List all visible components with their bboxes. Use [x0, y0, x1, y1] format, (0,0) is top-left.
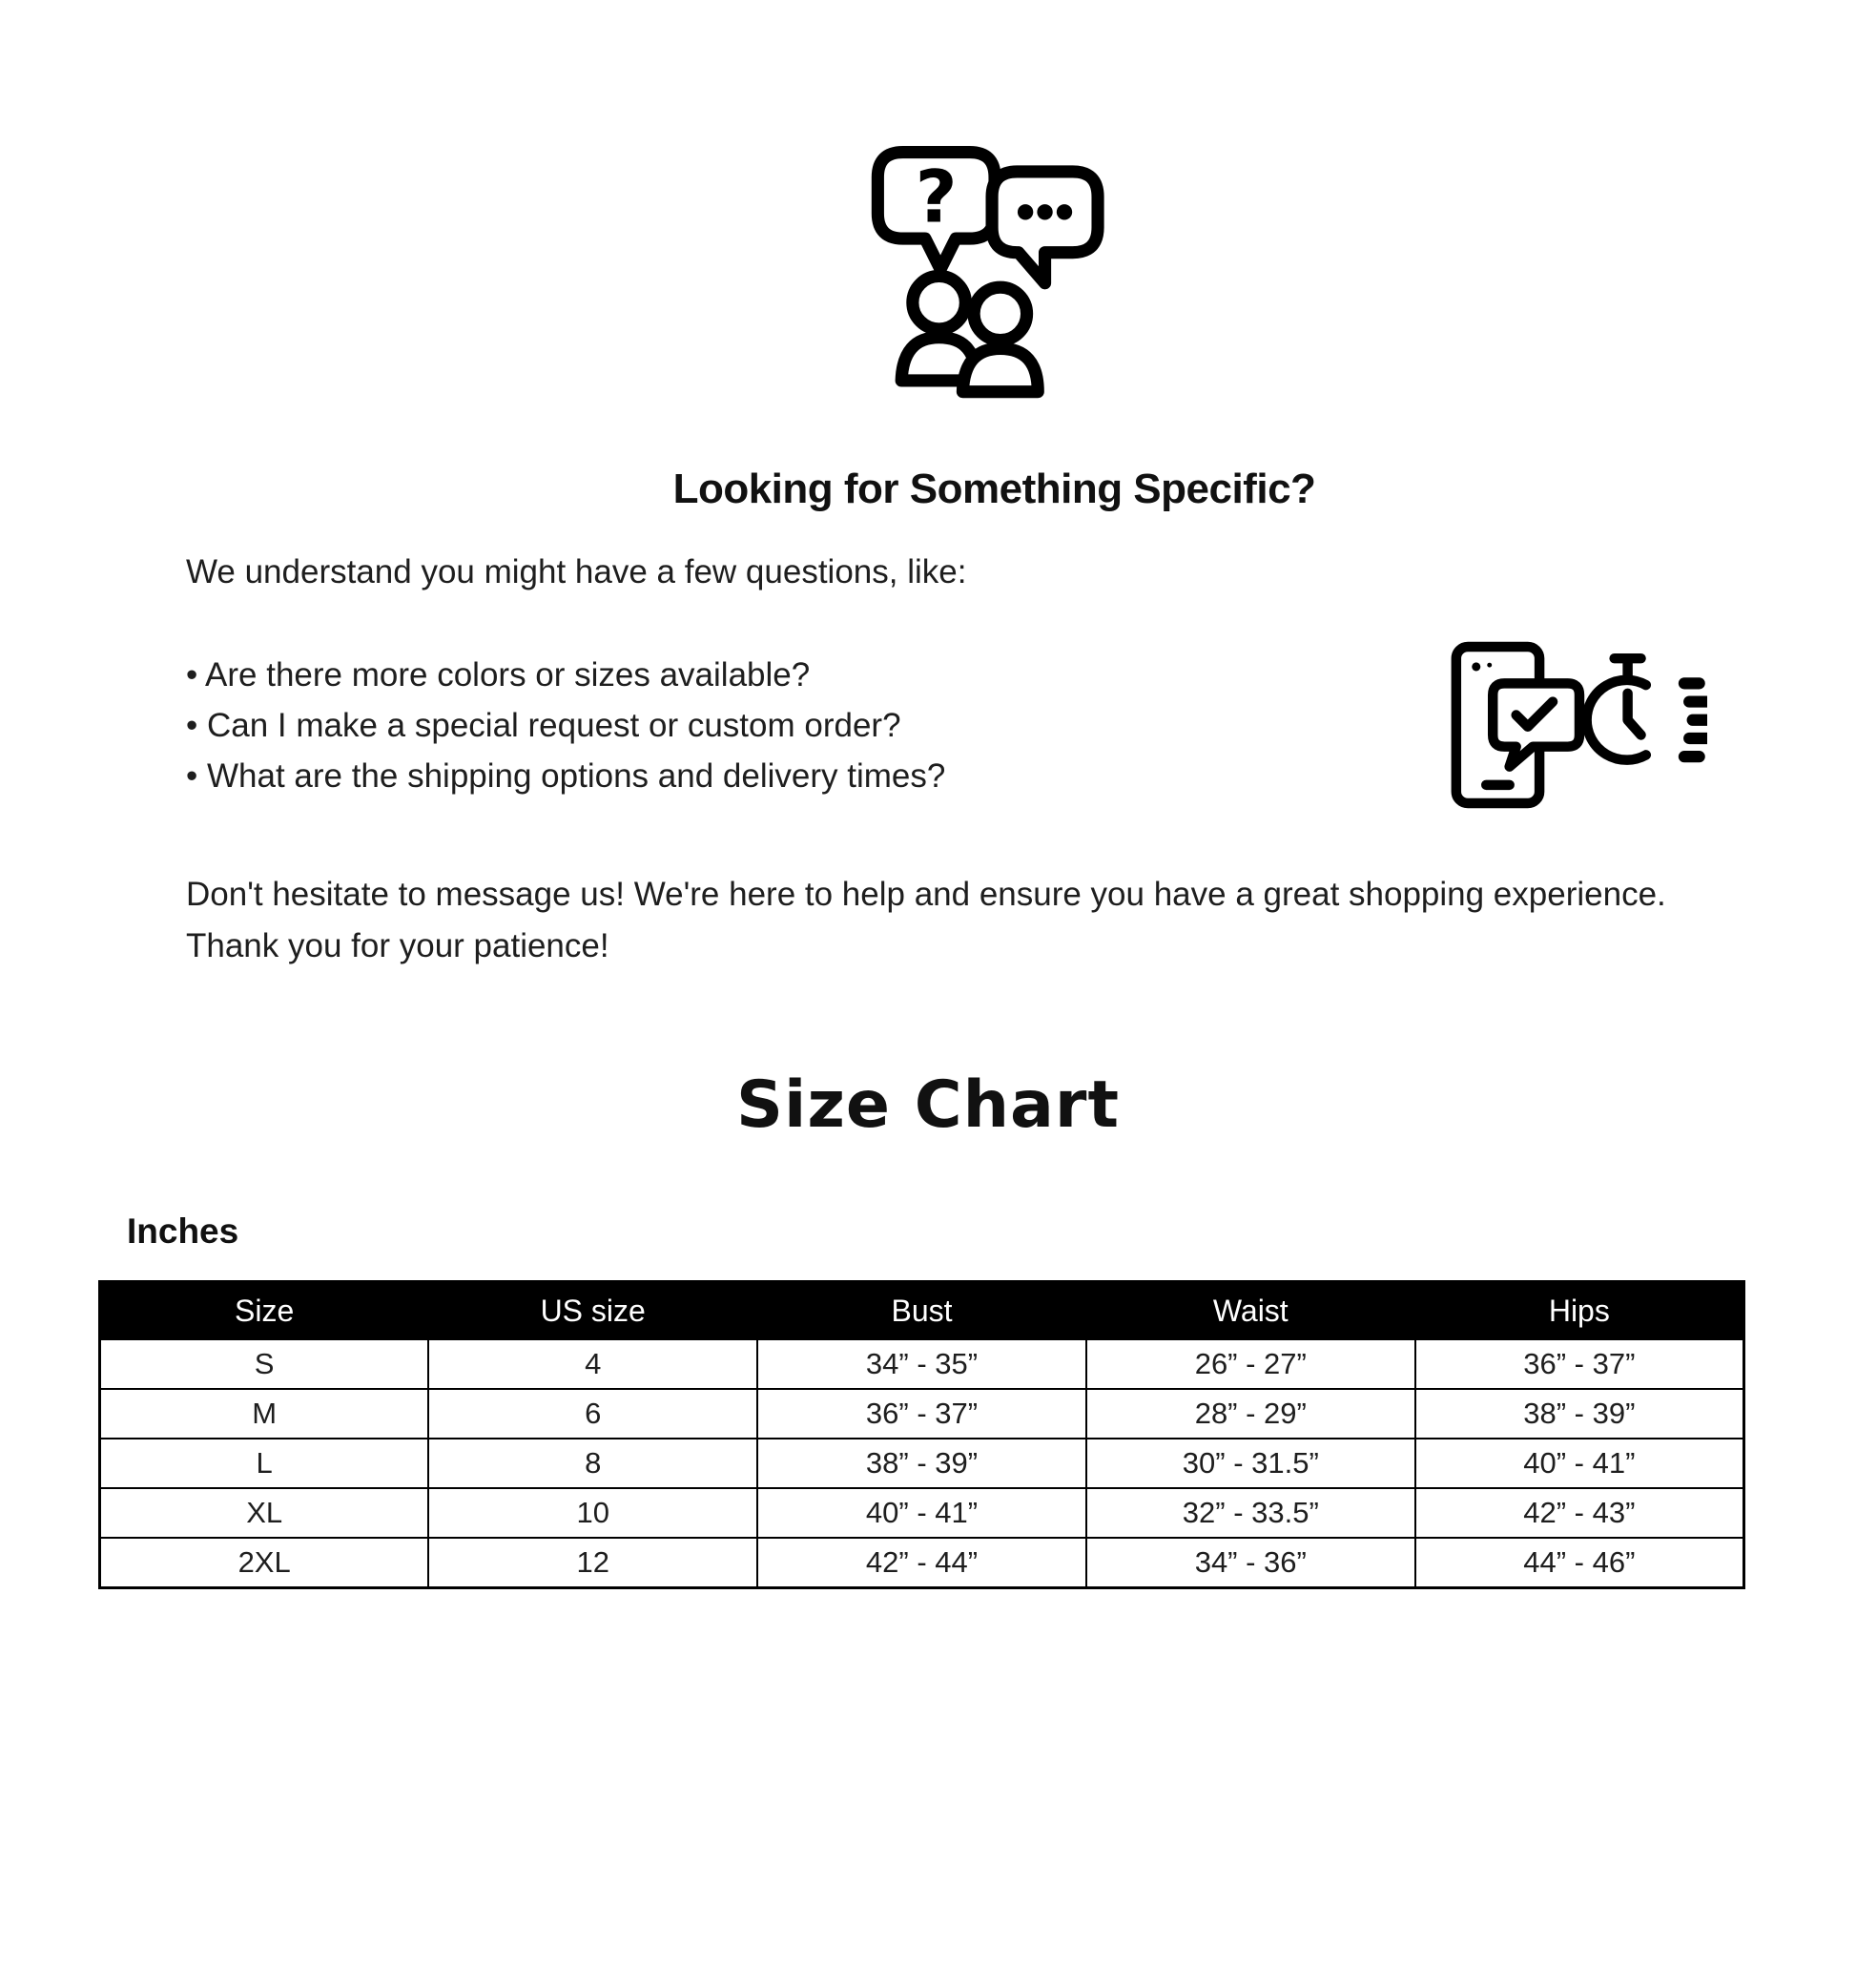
- question-list: [186, 650, 945, 801]
- table-cell: 28” - 29”: [1086, 1389, 1415, 1439]
- question-item: • Are there more colors or sizes available?: [186, 655, 811, 694]
- size-table-header-row: [100, 1282, 1744, 1340]
- table-cell: 40” - 41”: [1415, 1439, 1744, 1488]
- size-chart-table: [98, 1280, 1745, 1589]
- size-table-header-cell: US size: [428, 1282, 757, 1340]
- table-cell: S: [100, 1339, 429, 1389]
- table-cell: 12: [428, 1538, 757, 1588]
- table-cell: 38” - 39”: [1415, 1389, 1744, 1439]
- typing-dot: [1037, 204, 1052, 219]
- table-cell: M: [100, 1389, 429, 1439]
- size-table-header-cell: Size: [100, 1282, 429, 1340]
- size-chart-section: [98, 1211, 1745, 1589]
- quick-reply-icon: [1438, 633, 1707, 817]
- person-body: [962, 348, 1038, 391]
- size-table-body: [100, 1339, 1744, 1588]
- table-cell: 4: [428, 1339, 757, 1389]
- phone-speaker-dot: [1487, 663, 1492, 668]
- phone-chat-stopwatch-icon: [1438, 633, 1707, 817]
- typing-bubble-shape: [992, 172, 1098, 283]
- typing-dot: [1017, 204, 1032, 219]
- table-row: [100, 1538, 1744, 1588]
- intro-text: We understand you might have a few questions, like:: [186, 553, 967, 590]
- table-row: [100, 1339, 1744, 1389]
- table-cell: 30” - 31.5”: [1086, 1439, 1415, 1488]
- section-heading: Looking for Something Specific?: [672, 466, 1316, 512]
- conversation-icon: [856, 132, 1134, 418]
- typing-dot: [1056, 204, 1071, 219]
- table-cell: 34” - 36”: [1086, 1538, 1415, 1588]
- closing-text: Don't hesitate to message us! We're here to help and ensure you have a great shopping experience. Thank you for your patience!: [186, 876, 1666, 964]
- table-cell: 32” - 33.5”: [1086, 1488, 1415, 1538]
- table-cell: 40” - 41”: [757, 1488, 1086, 1538]
- size-chart-title: Size Chart: [736, 1067, 1120, 1143]
- phone-camera-dot: [1472, 662, 1480, 671]
- question-item: • What are the shipping options and delivery times?: [186, 756, 946, 795]
- table-cell: L: [100, 1439, 429, 1488]
- size-table-header-cell: Hips: [1415, 1282, 1744, 1340]
- size-table-header-cell: Waist: [1086, 1282, 1415, 1340]
- table-cell: 42” - 43”: [1415, 1488, 1744, 1538]
- stopwatch-hands: [1628, 694, 1641, 735]
- table-cell: 42” - 44”: [757, 1538, 1086, 1588]
- question-mark-glyph: ?: [915, 155, 958, 239]
- question-item: • Can I make a special request or custom order?: [186, 706, 901, 744]
- table-cell: 26” - 27”: [1086, 1339, 1415, 1389]
- table-cell: 8: [428, 1439, 757, 1488]
- table-row: [100, 1389, 1744, 1439]
- table-cell: 10: [428, 1488, 757, 1538]
- table-cell: 36” - 37”: [1415, 1339, 1744, 1389]
- table-row: [100, 1488, 1744, 1538]
- person-head: [974, 287, 1026, 340]
- table-cell: 36” - 37”: [757, 1389, 1086, 1439]
- table-cell: 34” - 35”: [757, 1339, 1086, 1389]
- table-cell: 44” - 46”: [1415, 1538, 1744, 1588]
- stopwatch-ring: [1587, 680, 1646, 760]
- table-row: [100, 1439, 1744, 1488]
- table-cell: XL: [100, 1488, 429, 1538]
- two-people-chat-icon: [856, 132, 1134, 418]
- questions-and-icon-row: [186, 633, 1803, 817]
- table-cell: 6: [428, 1389, 757, 1439]
- table-cell: 38” - 39”: [757, 1439, 1086, 1488]
- info-section: [186, 132, 1803, 972]
- units-label: Inches: [127, 1211, 239, 1251]
- size-table-header-cell: Bust: [757, 1282, 1086, 1340]
- table-cell: 2XL: [100, 1538, 429, 1588]
- person-head: [912, 276, 964, 328]
